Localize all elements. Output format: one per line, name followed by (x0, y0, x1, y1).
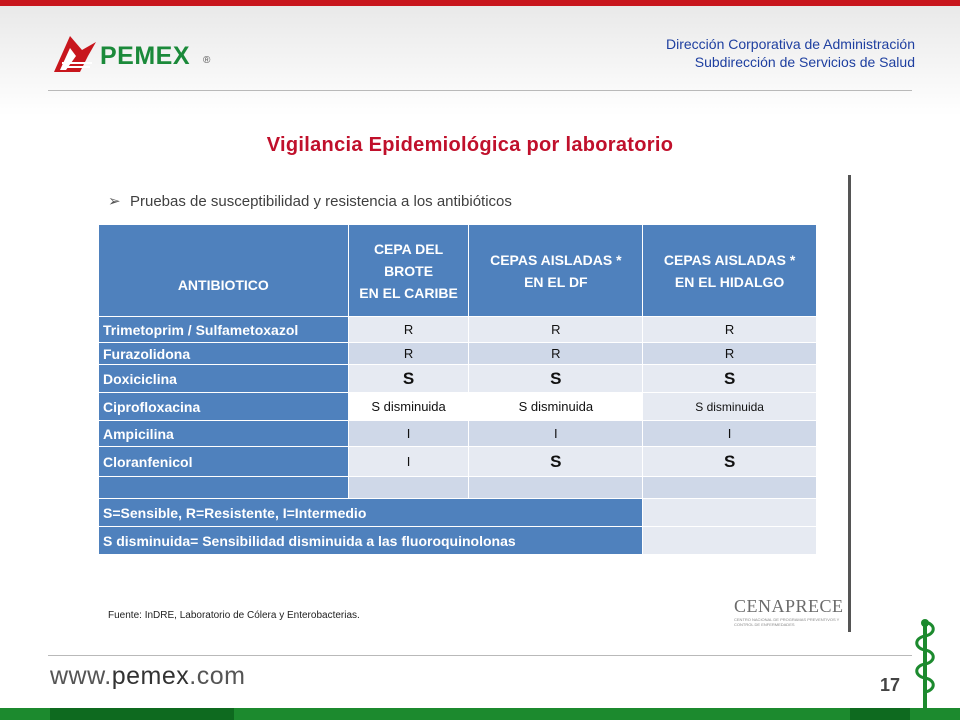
footer-url (50, 662, 245, 691)
vertical-divider (848, 175, 851, 632)
header-line: CEPAS AISLADAS * (663, 251, 796, 268)
row-label: Doxiciclina (99, 365, 349, 393)
header-line: EN EL CARIBE (359, 284, 458, 301)
cenaprece-logo-subtitle: CENTRO NACIONAL DE PROGRAMAS PREVENTIVOS Y CONTROL DE ENFERMEDADES (734, 617, 840, 627)
header-line-2: Subdirección de Servicios de Salud (694, 54, 915, 70)
row-label: Ciprofloxacina (99, 393, 349, 421)
table-cell: S (643, 447, 817, 477)
table-cell: I (348, 421, 469, 447)
url-suffix: .com (189, 662, 246, 690)
table-cell: S disminuida (469, 393, 643, 421)
table-cell: R (348, 317, 469, 343)
footer-bar (0, 708, 960, 720)
table-cell: S disminuida (348, 393, 469, 421)
footer-bar-segment (850, 708, 910, 720)
legend-text-1: S=Sensible, R=Resistente, I=Intermedio (99, 499, 643, 527)
legend-side-cell (643, 499, 817, 527)
header-line: CEPAS AISLADAS * (490, 251, 622, 268)
header-organization (666, 35, 915, 71)
susceptibility-table (98, 224, 817, 555)
header-line: EN EL DF (524, 273, 588, 290)
table-cell: S (469, 365, 643, 393)
row-label: Trimetoprim / Sulfametoxazol (99, 317, 349, 343)
table-cell: R (348, 343, 469, 365)
footer-divider (48, 655, 912, 656)
table-row-empty (99, 477, 817, 499)
source-note: Fuente: InDRE, Laboratorio de Cólera y Enterobacterias. (108, 610, 360, 621)
table-header-row (99, 225, 817, 317)
header-line: CEPA DEL (373, 240, 444, 257)
legend-row (99, 499, 817, 527)
cenaprece-logo-title: CENAPRECE (734, 596, 844, 616)
table-cell-empty (469, 477, 643, 499)
row-label: Furazolidona (99, 343, 349, 365)
table-cell: I (469, 421, 643, 447)
registered-mark: ® (203, 55, 211, 66)
caduceus-icon (910, 618, 940, 708)
header-cepas-hidalgo (643, 225, 817, 317)
table-cell: I (643, 421, 817, 447)
page-number: 17 (880, 675, 901, 695)
legend-text-2: S disminuida= Sensibilidad disminuida a las fluoroquinolonas (99, 527, 643, 555)
table-row (99, 365, 817, 393)
row-label: Ampicilina (99, 421, 349, 447)
bullet-point (108, 192, 512, 210)
table-cell: S (469, 447, 643, 477)
header-line: BROTE (384, 262, 434, 279)
header-antibiotico (99, 225, 349, 317)
table-cell: R (469, 343, 643, 365)
pemex-logo-text: PEMEX (100, 42, 191, 70)
table-row (99, 317, 817, 343)
header-line: EN EL HIDALGO (674, 273, 785, 290)
row-label: Cloranfenicol (99, 447, 349, 477)
table-row (99, 393, 817, 421)
table-cell-empty (348, 477, 469, 499)
arrow-bullet-icon: ➢ (108, 193, 121, 210)
table-row (99, 447, 817, 477)
legend-row (99, 527, 817, 555)
header-line: ANTIBIOTICO (177, 276, 269, 293)
row-label-empty (99, 477, 349, 499)
header-divider (48, 90, 912, 91)
slide-title: Vigilancia Epidemiológica por laboratorio (266, 134, 674, 156)
footer-bar-segment (50, 708, 234, 720)
header-cepas-df (469, 225, 643, 317)
url-main: pemex (111, 662, 190, 690)
table-cell: S disminuida (643, 393, 817, 421)
table-cell: S (643, 365, 817, 393)
table-cell: I (348, 447, 469, 477)
table-cell: R (643, 317, 817, 343)
bullet-text: Pruebas de susceptibilidad y resistencia a los antibióticos (130, 193, 512, 210)
legend-side-cell (643, 527, 817, 555)
table-row (99, 343, 817, 365)
table-cell-empty (643, 477, 817, 499)
table-row (99, 421, 817, 447)
table-cell: R (643, 343, 817, 365)
url-prefix: www. (50, 662, 112, 690)
table-cell: R (469, 317, 643, 343)
header-line-1: Dirección Corporativa de Administración (666, 36, 915, 52)
table-cell: S (348, 365, 469, 393)
header-cepa-caribe (348, 225, 469, 317)
